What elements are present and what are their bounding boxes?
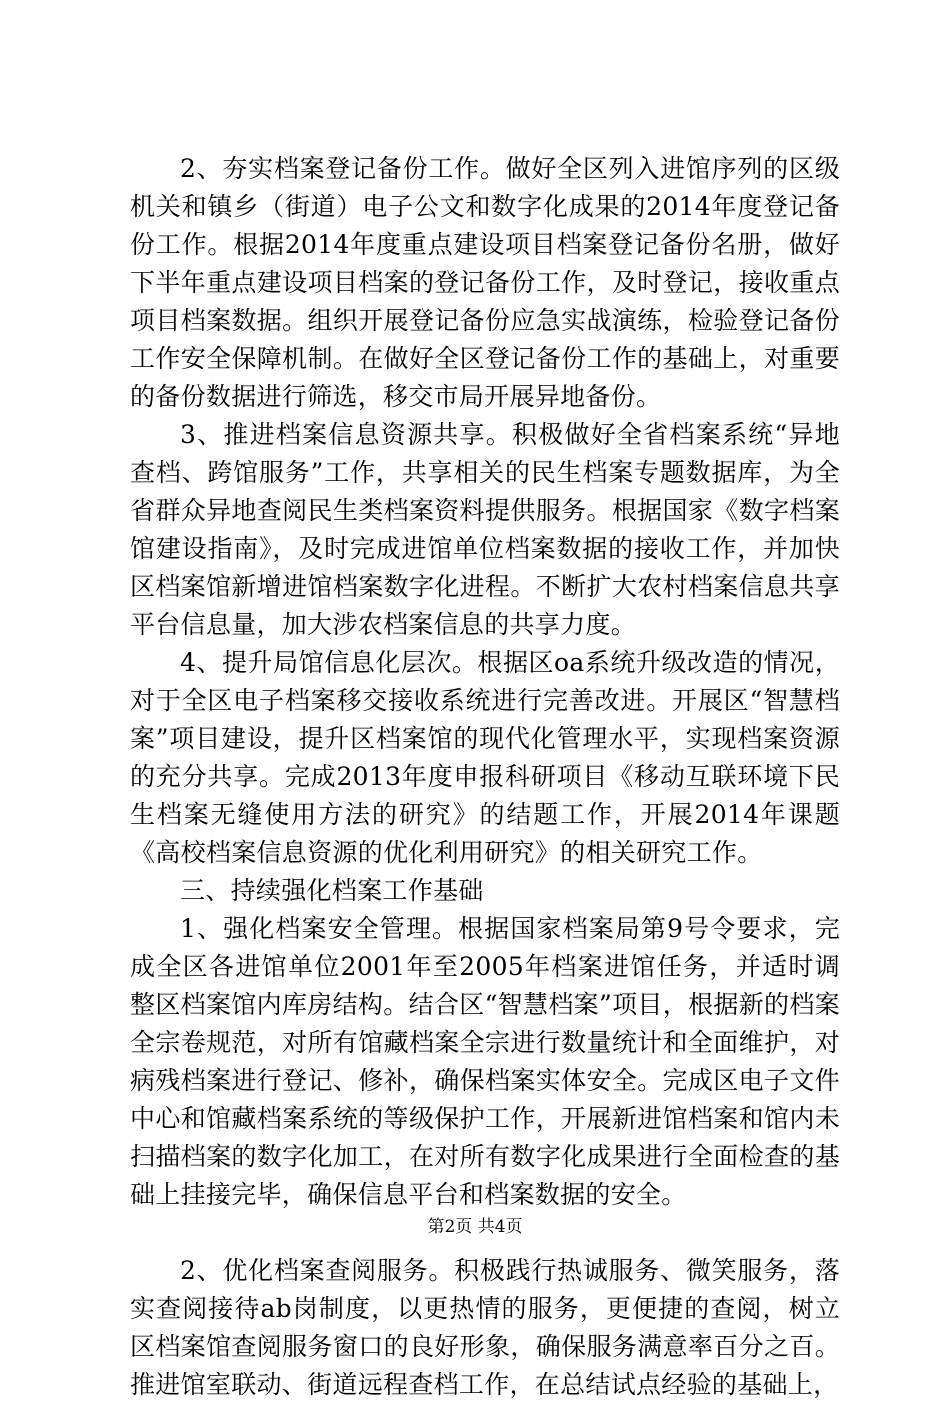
section-heading: 三、持续强化档案工作基础 [180,876,484,905]
paragraph-access-service: 2、优化档案查阅服务。积极践行热诚服务、微笑服务，落实查阅接待ab岗制度，以更热情的服务，更便捷的查阅，树立区档案馆查阅服务窗口的良好形象，确保服务满意率百分之百。推进馆室联动、街道远程查档工作，在总结试点经验的基础上， [130,1256,840,1399]
paragraph-informatization: 4、提升局馆信息化层次。根据区oa系统升级改造的情况，对于全区电子档案移交接收系统进行完善改进。开展区“智慧档案”项目建设，提升区档案馆的现代化管理水平，实现档案资源的充分共享。完成2013年度申报科研项目《移动互联环境下民生档案无缝使用方法的研究》的结题工作，开展2014年课题《高校档案信息资源的优化利用研究》的相关研究工作。 [130,648,840,867]
page-footer: 第2页 共4页 [427,1217,523,1237]
paragraph-safety-management: 1、强化档案安全管理。根据国家档案局第9号令要求，完成全区各进馆单位2001年至2005年档案进馆任务，并适时调整区档案馆内库房结构。结合区“智慧档案”项目，根据新的档案全宗卷规范，对所有馆藏档案全宗进行数量统计和全面维护，对病残档案进行登记、修补，确保档案实体安全。完成区电子文件中心和馆藏档案系统的等级保护工作，开展新进馆档案和馆内未扫描档案的数字化加工，在对所有数字化成果进行全面检查的基础上挂接完毕，确保信息平台和档案数据的安全。 [130,914,840,1209]
paragraph-resource-sharing: 3、推进档案信息资源共享。积极做好全省档案系统“异地查档、跨馆服务”工作，共享相关的民生档案专题数据库，为全省群众异地查阅民生类档案资料提供服务。根据国家《数字档案馆建设指南》，及时完成进馆单位档案数据的接收工作，并加快区档案馆新增进馆档案数字化进程。不断扩大农村档案信息共享平台信息量，加大涉农档案信息的共享力度。 [130,420,840,639]
paragraph-registration-backup: 2、夯实档案登记备份工作。做好全区列入进馆序列的区级机关和镇乡（街道）电子公文和数字化成果的2014年度登记备份工作。根据2014年度重点建设项目档案登记备份名册，做好下半年重点建设项目档案的登记备份工作，及时登记，接收重点项目档案数据。组织开展登记备份应急实战演练，检验登记备份工作安全保障机制。在做好全区登记备份工作的基础上，对重要的备份数据进行筛选，移交市局开展异地备份。 [130,154,840,411]
